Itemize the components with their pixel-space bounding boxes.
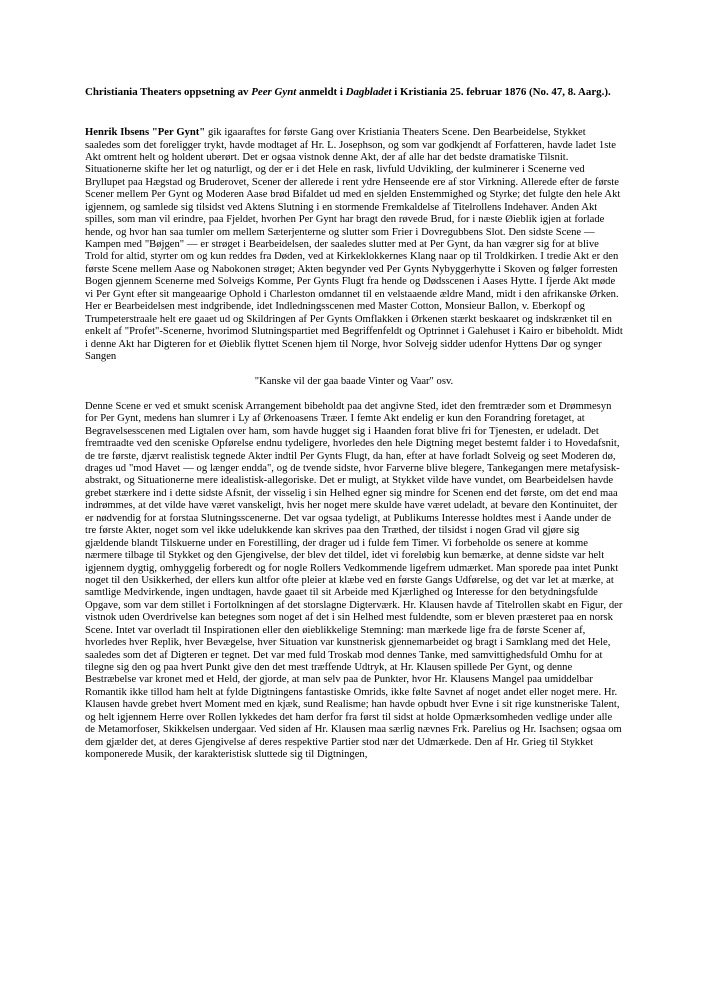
title-work-name: Peer Gynt — [251, 86, 297, 98]
title-text-1: Christiania Theaters oppsetning av — [85, 86, 252, 98]
paragraph-1-lead: Henrik Ibsens "Per Gynt" — [85, 127, 206, 139]
song-quote: "Kanske vil der gaa baade Vinter og Vaar" osv. — [254, 376, 454, 388]
title-publication-name: Dagbladet — [345, 86, 392, 98]
document-title — [85, 86, 623, 99]
paragraph-2: Denne Scene er ved et smukt scenisk Arrangement bibeholdt paa det angivne Sted, idet den fremtræder som et Drømmesyn for Per Gynt, medens han slumrer i Ly af Ørkenoasens Træer. I femte Akt endelig er kun den Forandring foretaget, at Begravelsesscenen med Ligtalen over ham, som havde hugget sig i Haanden forat blive fri for Tjenesten, er udeladt. Det fremtraadte ved den sceniske Opførelse endnu tydeligere, hvorledes den hele Digtning meget bestemt falder i to Hovedafsnit, de tre første, djærvt realistisk tegnede Akter indtil Per Gynts Flugt, da han, efter at have forladt Solveig og seet Moderen dø, drages ud "mod Havet — og længer endda", og de tvende sidste, hvor Farverne blive blegere, Tankegangen mere metafysisk-abstrakt, og Situationerne mere idealistisk-allegoriske. Det er muligt, at Stykket vilde have vundet, om Bearbeidelsen havde grebet stærkere ind i dette sidste Afsnit, der visselig i sin Helhed egner sig mindre for Scenen end det første, om det end maa indrømmes, at det vilde have været vanskeligt, hvis her noget mere skulde have været udeladt, at bevare den Kontinuitet, der er nødvendig for at forstaa Slutningsscenerne. Det var ogsaa tydeligt, at Publikums Interesse holdtes mest i Aande under de tre første Akter, noget som vel ikke udelukkende kan skrives paa den Træthed, der tilsidst i nogen Grad vil gjøre sig gjældende blandt Tilskuerne under en Forestilling, der drager ud i fulde fem Timer. Vi forbeholde os senere at komme nærmere tilbage til Stykket og den Gjengivelse, der blev det tildel, idet vi foreløbig kun bemærke, at denne sidste var helt igjennem dygtig, omhyggelig forberedt og for nogle Rollers Vedkommende ligefrem udmærket. Man sporede paa intet Punkt noget til den Usikkerhed, der ellers kun altfor ofte pleier at klæbe ved en første Gangs Udførelse, og det var let at mærke, at samtlige Medvirkende, ingen undtagen, havde gaaet til sit Arbeide med Kjærlighed og Interesse for den betydningsfulde Opgave, som var dem stillet i Fortolkningen af det storslagne Digterværk. Hr. Klausen havde af Titelrollen skabt en Figur, der vistnok uden Overdrivelse kan betegnes som noget af det i sin Helhed mest fuldendte, som er bleven præsteret paa en norsk Scene. Intet var overladt til Inspirationen eller den øieblikkelige Stemning: man mærkede lige fra de første Scener af, hvorledes hver Replik, hver Bevægelse, hver Situation var kunstnerisk gjennemarbeidet og bragt i Samklang med det Hele, saaledes som det af Digteren er tegnet. Det var med fuld Troskab mod dennes Tanke, med samvittighedsfuld Omhu for at tilegne sig den og paa hvert Punkt give den det mest træffende Udtryk, at Hr. Klausen spillede Per Gynt, og denne Bestræbelse var kronet med et Held, der gjorde, at man selv paa de Punkter, hvor Hr. Klausens Mangel paa umiddelbar Romantik ikke tillod ham helt at fylde Digtningens fantastiske Omrids, ikke følte Savnet af noget andet eller noget mere. Hr. Klausen havde grebet hvert Moment med en kjæk, sund Realisme; han havde opbudt hver Evne i sit rige kunstneriske Talent, og helt igjennem Herre over Rollen lykkedes det ham derfor fra først til sidst at holde Opmærksomheden vedlige under alle de Metamorfoser, Skikkelsen undergaar. Ved siden af Hr. Klausen maa særlig nævnes Frk. Parelius og Hr. Isachsen; ogsaa om dem gjælder det, at deres Gjengivelse af deres respektive Partier stod nær det Udmærkede. Den af Hr. Grieg til Stykket komponerede Musik, der karakteristisk sluttede sig til Digtningen, — [85, 400, 623, 761]
paragraph-1-text: gik igaaraftes for første Gang over Kristiania Theaters Scene. Den Bearbeidelse, Stykket saaledes som det foreligger trykt, havde modtaget af Hr. L. Josephson, og som var godkjendt af Forfatteren, havde ladet 1ste Akt omtrent helt og holdent uberørt. Det er ogsaa vistnok denne Akt, der af alle har det bedste dramatiske Tilsnit. Situationerne skifte her let og naturligt, og der er i det Hele en rask, livfuld Udvikling, der kulminerer i Scenerne ved Bryllupet paa Hægstad og Bruderovet, Scener der allerede i rent ydre Henseende ere af stor Virkning. Allerede efter de første Scener mellem Per Gynt og Moderen Aase brød Bifaldet ud med en sjelden Enstemmighed og Styrke; det fulgte den hele Akt igjennem, og samlede sig tilsidst ved Aktens Slutning i en stormende Fremkaldelse af Titelrollens Indehaver. Anden Akt spilles, som man vil erindre, paa Fjeldet, hvorhen Per Gynt har bragt den røvede Brud, for i næste Øieblik igjen at forlade hende, og hvor han saa tumler om mellem Sæterjenterne og slutter som Frier i Dovregubbens Slot. Den sidste Scene — Kampen med "Bøjgen" — er strøget i Bearbeidelsen, der saaledes slutter med at Per Gynt, da han vægrer sig for at blive Trold for altid, styrter om og kun reddes fra Døden, ved at Kirkeklokkernes Klang naar op til Troldkirken. I tredie Akt er den første Scene mellem Aase og Nabokonen strøget; Akten begynder ved Per Gynts Nybyggerhytte i Skoven og følger forresten Bogen gjennem Scenerne med Solveigs Komme, Per Gynts Flugt fra hende og Dødsscenen i Aases Hytte. I fjerde Akt møde vi Per Gynt efter sit mangeaarige Ophold i Charleston omdannet til en velstaaende ældre Mand, midt i den afrikanske Ørken. Her er Bearbeidelsen mest indgribende, idet Indledningsscenen med Master Cotton, Monsieur Ballon, v. Eberkopf og Trumpeterstraale helt ere gaaet ud og Skildringen af Per Gynts Omflakken i Ørkenen stærkt beskaaret og indskrænket til en enkelt af "Profet"-Scenerne, hvorimod Slutningspartiet med Begriffenfeldt og Optrinnet i Galehuset i Kairo er bibeholdt. Midt i denne Akt har Digteren for et Øieblik flyttet Scenen hjem til Norge, hvor Solvejg sidder udenfor Hyttens Dør og synger Sangen — [85, 127, 623, 362]
paragraph-1 — [85, 127, 623, 363]
title-text-2: anmeldt i — [296, 86, 346, 98]
title-text-3: i Kristiania 25. februar 1876 (No. 47, 8. Aarg.). — [391, 86, 611, 98]
